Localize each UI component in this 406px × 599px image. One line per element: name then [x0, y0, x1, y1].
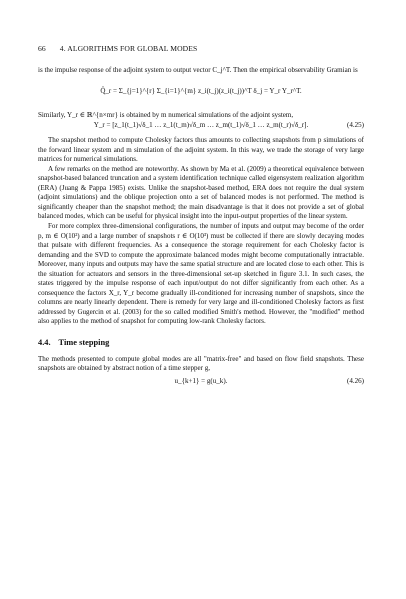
running-title: 4. ALGORITHMS FOR GLOBAL MODES: [59, 44, 198, 53]
equation-observability-gramian: [38, 77, 364, 109]
body-text: [38, 66, 364, 389]
section-title: Time stepping: [58, 338, 110, 348]
page-number: 66: [38, 44, 46, 53]
equation-4-25: [38, 121, 364, 133]
equation-4-25-body: Y_r = [z_1(t_1)√δ_1 … z_1(t_m)√δ_m … z_m(t_1)√δ_1 … z_m(t_r)√δ_r].: [93, 121, 309, 130]
section-heading: [38, 338, 364, 348]
equation-4-26-number: (4.26): [346, 376, 364, 385]
paragraph-2: Similarly, Y_r ∈ ℝ^{n×mr} is obtained by m numerical simulations of the adjoint system,: [38, 110, 294, 119]
paragraph-3: The snapshot method to compute Cholesky factors thus amounts to collecting snapshots from p simulations of the forward linear system and m simulation of the adjoint system. In this way, we trade the storage of very large matrices for numerical simulations.: [38, 136, 364, 164]
equation-4-25-number: (4.25): [346, 121, 364, 130]
paragraph-6: The methods presented to compute global modes are all "matrix-free" and based on flow field snapshots. These snapshots are obtained by abstract notion of a time stepper g,: [38, 354, 364, 373]
section-number: 4.4.: [38, 338, 51, 348]
paragraph-5: For more complex three-dimensional configurations, the number of inputs and output may become of the order p, m ∈ O(10²) and a large number of snapshots r ∈ O(10³) must be collected if there are slowly decaying modes that pulsate with different frequencies. As a consequence the storage requirement for each Cholesky factor is demanding and the SVD to compute the approximate balanced modes might become computationally intractable. Moreover, many inputs and outputs may have the same spatial structure and are located close to each other. This is the situation for actuators and sensors in the three-dimensional set-up sketched in figure 3.1. In such cases, the states triggered by the impulse response of each input/output do not differ significantly from each other. As a consequence the factors X_r, Y_r become gradually ill-conditioned for increasing number of snapshots, since the columns are nearly linearly dependent. There is remedy for very large and ill-conditioned Cholesky factors as first addressed by Gugercin et al. (2003) for the so called modified Smith's method. However, the "modified" method also applies to the method of snapshot for computing low-rank Cholesky factors.: [38, 222, 364, 326]
paragraph-1: is the impulse response of the adjoint system to output vector C_j^T. Then the empirical observability Gramian is: [38, 66, 358, 74]
paragraph-4: A few remarks on the method are noteworthy. As shown by Ma et al. (2009) a theoretical equivalence between snapshot-based balanced truncation and a system identification technique called eigensystem realization algorithm (ERA) (Juang & Pappa 1985) exists. Unlike the snapshot-based method, ERA does not require the dual system (adjoint simulations) and the oblique projection onto a set of balanced modes is not performed. The method is significantly cheaper than the snapshot method; the main disadvantage is that it does not provide a set of global balanced modes, which can be useful for physical insight into the input-output properties of the linear system.: [38, 164, 364, 221]
equation-observability-gramian-body: Q̂_r = Σ_{j=1}^{r} Σ_{i=1}^{m} z_i(t_j)(z_i(t_j))^T δ_j = Y_r Y_r^T.: [100, 86, 302, 95]
running-header: [38, 44, 366, 53]
equation-4-26-body: u_{k+1} = g(u_k).: [174, 376, 228, 385]
equation-4-26: [38, 377, 364, 389]
